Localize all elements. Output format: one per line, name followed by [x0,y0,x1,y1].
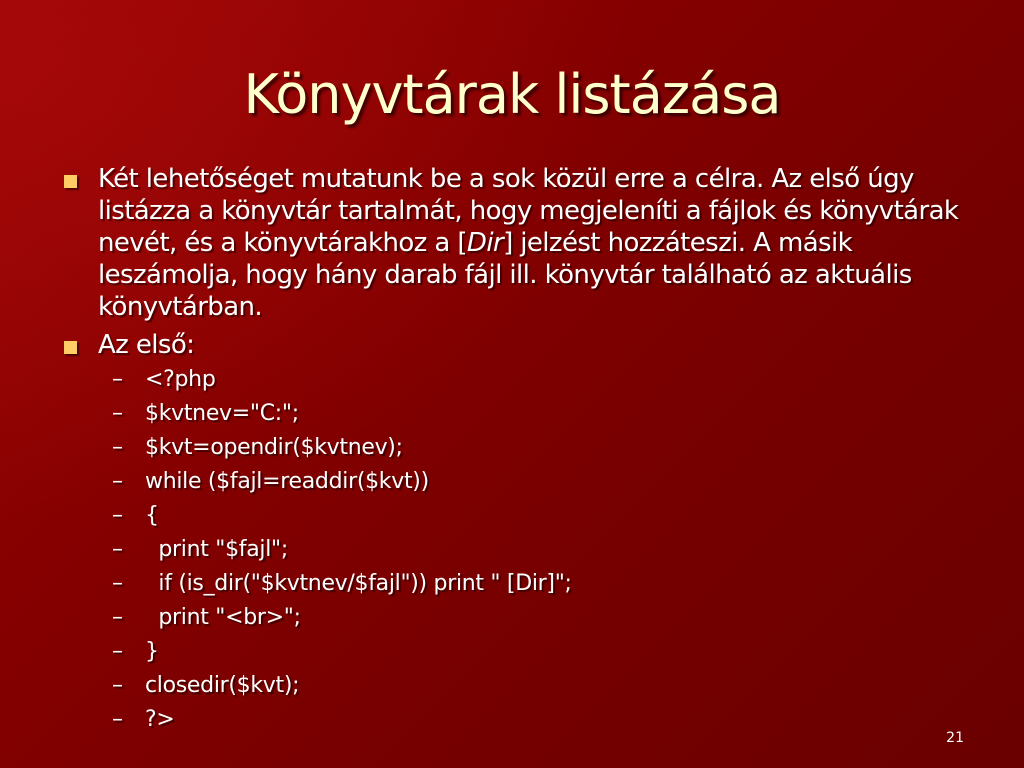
bullet-text: Az első: [98,330,195,360]
bullet-item [62,329,972,361]
code-line [112,363,972,397]
code-sub-list [62,363,972,737]
code-line-text: if (is_dir("$kvtnev/$fajl")) print " [Dir]"; [145,571,572,596]
code-line-text: print "<br>"; [145,605,301,630]
code-line [112,669,972,703]
page-number: 21 [946,730,964,746]
dash-bullet-icon: – [112,367,123,392]
dash-bullet-icon: – [112,707,123,732]
bullet-item [62,163,972,323]
dash-bullet-icon: – [112,503,123,528]
code-line-text: $kvtnev="C:"; [145,401,299,426]
code-line-text: $kvt=opendir($kvtnev); [145,435,403,460]
slide-content [62,163,972,737]
dash-bullet-icon: – [112,469,123,494]
code-line-text: <?php [145,367,216,392]
code-line-text: print "$fajl"; [145,537,288,562]
code-line [112,567,972,601]
dash-bullet-icon: – [112,605,123,630]
code-line-text: } [145,639,159,664]
code-line-text: while ($fajl=readdir($kvt)) [145,469,429,494]
code-line [112,703,972,737]
code-line [112,601,972,635]
dash-bullet-icon: – [112,571,123,596]
code-line [112,635,972,669]
code-line-text: { [145,503,159,528]
bullet-text-italic: Dir [466,228,504,258]
dash-bullet-icon: – [112,639,123,664]
bullet-text-after: ] jelzést hozzáteszi. A másik leszámolja, hogy hány darab fájl ill. könyvtár található az aktuális könyvtárban. [98,228,912,322]
code-line [112,465,972,499]
slide-title: Könyvtárak listázása [243,63,781,126]
dash-bullet-icon: – [112,673,123,698]
code-line-text: closedir($kvt); [145,673,300,698]
code-line-text: ?> [145,707,175,732]
code-line [112,533,972,567]
dash-bullet-icon: – [112,537,123,562]
dash-bullet-icon: – [112,401,123,426]
bullet-text-before: Két lehetőséget mutatunk be a sok közül erre a célra. Az első úgy listázza a könyvtár tartalmát, hogy megjeleníti a fájlok és könyvtárak nevét, és a könyvtárakhoz a [ [98,164,959,258]
square-bullet-icon [64,341,77,354]
code-line [112,397,972,431]
code-line [112,431,972,465]
dash-bullet-icon: – [112,435,123,460]
square-bullet-icon [64,175,77,188]
code-line [112,499,972,533]
